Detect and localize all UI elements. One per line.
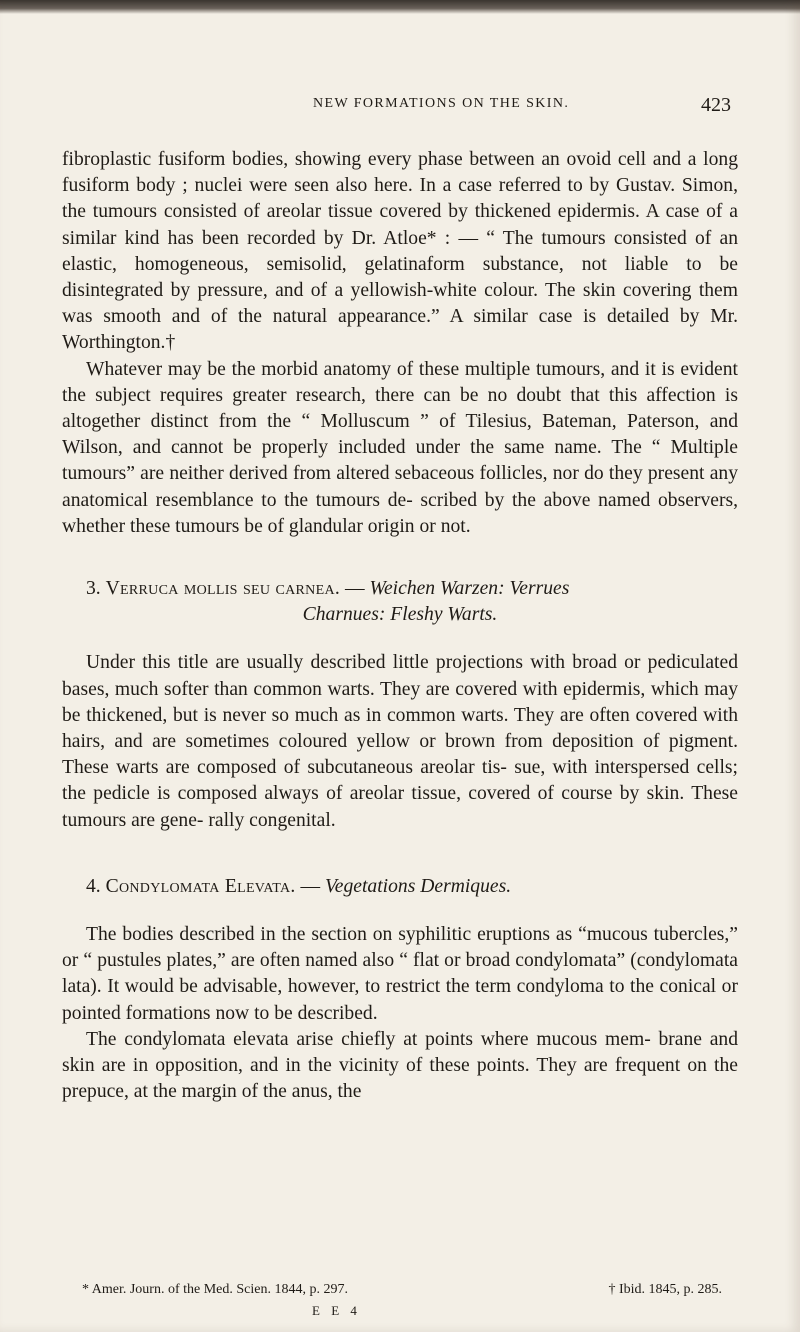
section-synonyms: Vegetations Dermiques. xyxy=(325,875,512,897)
paragraph-multiple-tumours: Whatever may be the morbid anatomy of these multiple tumours, and it is evident the subject requires greater research, there can be no doubt that this affection is altogether distinct from the “ Molluscum ” of Tilesius, Bateman, Paterson, and Wilson, and cannot be properly included under the same name. The “ Multiple tumours” are neither derived from altered sebaceous follicles, nor do they present any anatomical resemblance to the tumours de- scribed by the above named observers, whether these tumours be of glandular origin or not. xyxy=(62,358,738,537)
section-dash: — xyxy=(340,578,370,600)
section-heading xyxy=(62,576,738,602)
section-condylomata-elevata xyxy=(62,874,738,1106)
footnote-2: † Ibid. 1845, p. 285. xyxy=(608,1282,722,1297)
footnote-1: * Amer. Journ. of the Med. Scien. 1844, p. 297. xyxy=(82,1282,348,1297)
section-paragraph: The condylomata elevata arise chiefly at points where mucous mem- brane and skin are in opposition, and in the vicinity of these points. They are frequent on the prepuce, at the margin of the anus, the xyxy=(62,1028,738,1103)
section-number: 3. xyxy=(86,578,101,600)
section-title: Condylomata Elevata. xyxy=(105,875,296,897)
page-body xyxy=(62,147,738,1106)
section-dash: — xyxy=(295,875,325,897)
signature-mark: E E 4 xyxy=(312,1303,361,1318)
page-top-shadow xyxy=(0,0,800,14)
paragraph-continuation: fibroplastic fusiform bodies, showing every phase between an ovoid cell and a long fusiform body ; nuclei were seen also here. In a case referred to by Gustav. Simon, the tumours consisted of areolar tissue covered by thickened epidermis. A case of a similar kind has been recorded by Dr. Atloe* : — “ The tumours consisted of an elastic, homogeneous, semisolid, gelatinaform substance, not liable to be disintegrated by pressure, and of a yellowish-white colour. The skin covering them was smooth and of the natural appearance.” A similar case is detailed by Mr. Worthington.† xyxy=(62,149,738,354)
section-verruca-mollis xyxy=(62,576,738,834)
section-title: Verruca mollis seu carnea. xyxy=(105,578,341,600)
section-synonyms-continued: Charnues: Fleshy Warts. xyxy=(302,604,498,626)
section-synonyms: Weichen Warzen: Verrues xyxy=(369,578,570,600)
section-paragraph: The bodies described in the section on syphilitic eruptions as “mucous tubercles,” or “ pustules plates,” are often named also “ flat or broad condylomata” (condylomata lata). It would be advisable, however, to restrict the term condyloma to the conical or pointed formations now to be described. xyxy=(62,924,738,1024)
section-heading xyxy=(62,874,738,900)
page-header xyxy=(0,96,800,120)
section-number: 4. xyxy=(86,875,101,897)
running-head: NEW FORMATIONS ON THE SKIN. xyxy=(313,96,570,111)
section-paragraph: Under this title are usually described little projections with broad or pediculated bases, much softer than common warts. They are covered with epidermis, which may be thickened, but is never so much as in common warts. They are often covered with hairs, and are sometimes coloured yellow or brown from deposition of pigment. These warts are composed of subcutaneous areolar tis- sue, with interspersed cells; the pedicle is composed always of areolar tissue, covered of course by skin. These tumours are gene- rally congenital. xyxy=(62,652,738,831)
page-number: 423 xyxy=(701,94,731,116)
